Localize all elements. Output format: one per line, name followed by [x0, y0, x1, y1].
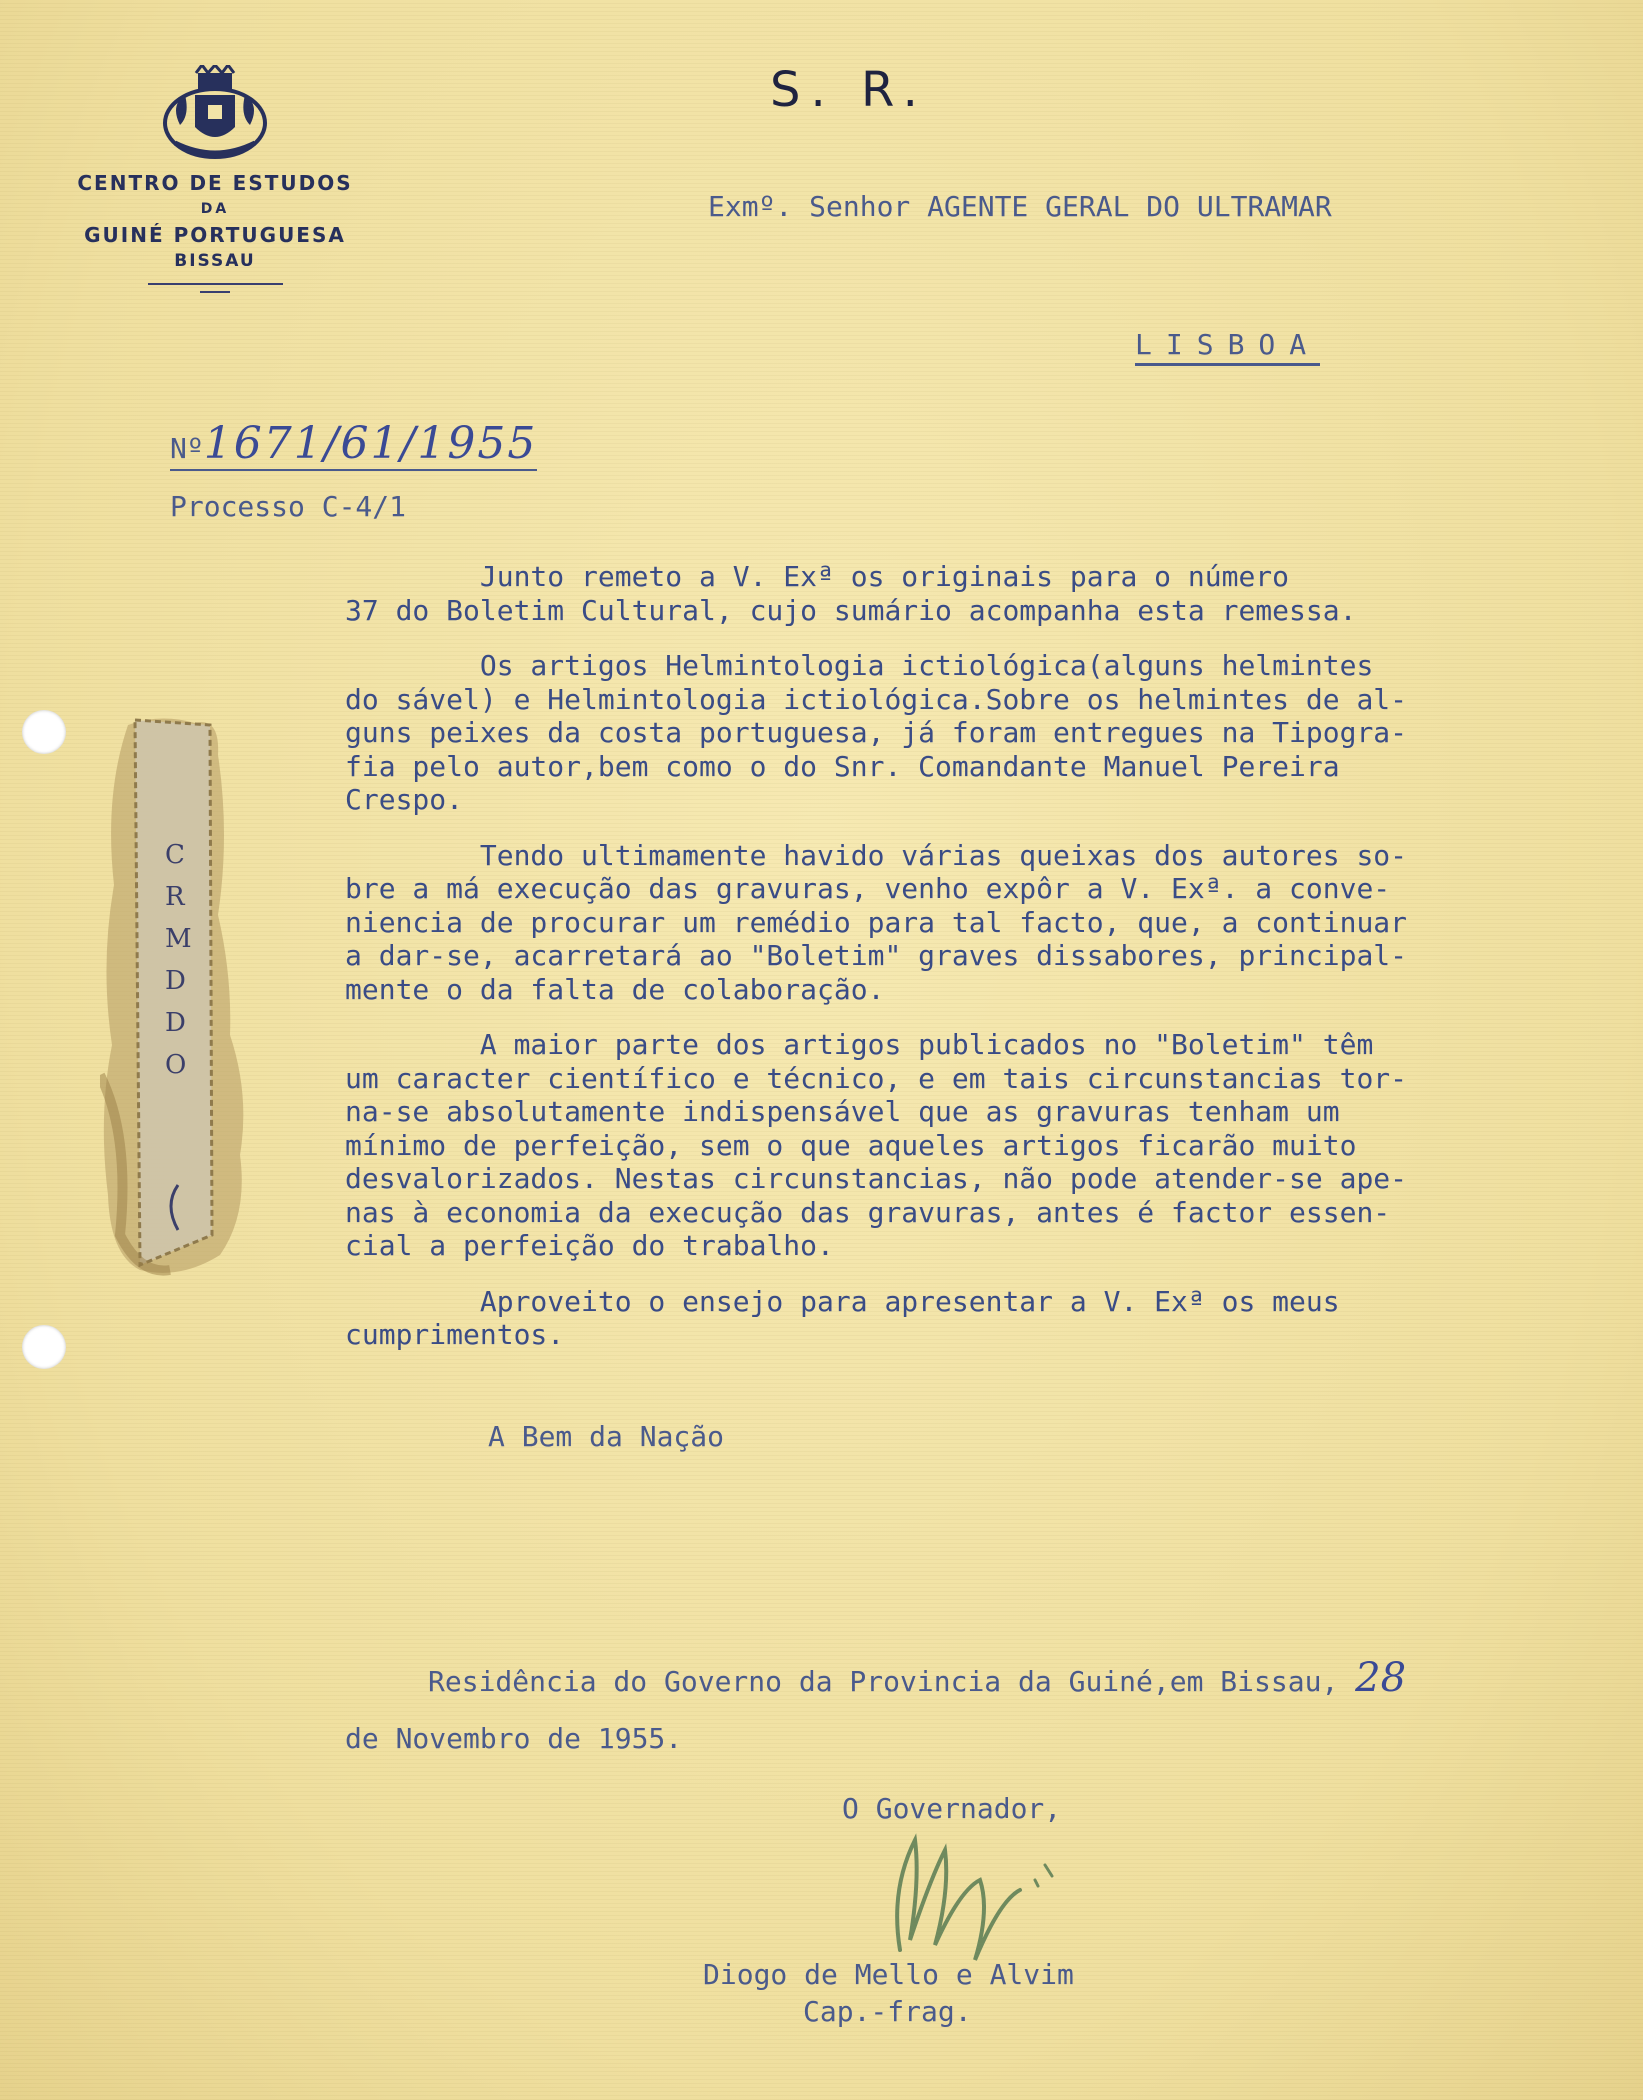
addressee: Exmº. Senhor AGENTE GERAL DO ULTRAMAR — [708, 190, 1332, 223]
letterhead-line4: BISSAU — [174, 251, 256, 271]
city: LISBOA — [1135, 328, 1320, 366]
residence-line — [428, 1655, 1406, 1701]
body-line: na-se absolutamente indispensável que as gravuras tenham um — [345, 1095, 1340, 1128]
torn-stamp-stain — [100, 715, 250, 1280]
body-line: niencia de procurar um remédio para tal facto, que, a continuar — [345, 905, 1408, 939]
body-line: desvalorizados. Nestas circunstancias, não pode atender-se ape- — [345, 1162, 1408, 1195]
reference-number-handwritten: 1671/61/1955 — [203, 418, 538, 469]
punch-hole-bottom — [22, 1325, 66, 1369]
body-line: Junto remeto a V. Exª os originais para o número — [345, 560, 1290, 593]
stamp-letter: D — [165, 966, 186, 996]
body-line: Tendo ultimamente havido várias queixas dos autores so- — [345, 838, 1408, 872]
letterhead-line1: CENTRO DE ESTUDOS — [77, 171, 353, 195]
body-line: cial a perfeição do trabalho. — [345, 1229, 834, 1262]
letterhead-line3: GUINÉ PORTUGUESA — [84, 223, 346, 247]
body-line: um caracter científico e técnico, e em tais circunstancias tor- — [345, 1061, 1408, 1095]
paragraph-1 — [345, 560, 1575, 627]
body-line: a dar-se, acarretará ao "Boletim" graves dissabores, principal- — [345, 939, 1408, 972]
punch-hole-top — [22, 710, 66, 754]
reference-prefix: Nº — [170, 432, 204, 465]
body-line: Crespo. — [345, 783, 464, 816]
date-line: de Novembro de 1955. — [345, 1722, 683, 1755]
body-line: cumprimentos. — [345, 1318, 565, 1351]
body-line: mínimo de perfeição, sem o que aqueles artigos ficarão muito — [345, 1128, 1357, 1162]
governor-title: O Governador, — [842, 1792, 1062, 1825]
stamp-letter: D — [165, 1008, 186, 1038]
paragraph-5 — [345, 1285, 1575, 1352]
coat-of-arms-icon — [160, 65, 270, 165]
letter-body — [345, 560, 1575, 1374]
letterhead — [50, 65, 380, 293]
sr-heading: S. R. — [770, 62, 928, 118]
body-line: bre a má execução das gravuras, venho expôr a V. Exª. a conve- — [345, 872, 1391, 905]
motto: A Bem da Nação — [488, 1420, 725, 1453]
paragraph-2 — [345, 649, 1575, 817]
handwritten-signature — [860, 1820, 1110, 1970]
paragraph-4 — [345, 1028, 1575, 1263]
body-line: 37 do Boletim Cultural, cujo sumário acompanha esta remessa. — [345, 593, 1357, 627]
residence-text: Residência do Governo da Provincia da Guiné,em Bissau, — [428, 1665, 1339, 1698]
body-line: A maior parte dos artigos publicados no "Boletim" têm — [345, 1028, 1374, 1061]
letterhead-rule — [148, 283, 283, 285]
body-line: do sável) e Helmintologia ictiológica.Sobre os helmintes de al- — [345, 682, 1408, 716]
letterhead-line2: DA — [200, 201, 230, 217]
body-line: Aproveito o ensejo para apresentar a V. Exª os meus — [345, 1284, 1340, 1318]
signatory-rank: Cap.-frag. — [803, 1995, 972, 2028]
stamp-letter: M — [165, 924, 192, 954]
body-line: Os artigos Helmintologia ictiológica(alguns helmintes — [345, 649, 1374, 682]
reference-number — [170, 418, 537, 471]
letterhead-rule-short — [200, 291, 230, 293]
paragraph-3 — [345, 839, 1575, 1007]
body-line: nas à economia da execução das gravuras, antes é factor essen- — [345, 1195, 1391, 1229]
processo: Processo C-4/1 — [170, 490, 407, 523]
stamp-letter: R — [165, 882, 185, 912]
body-line: fia pelo autor,bem como o do Snr. Comandante Manuel Pereira — [345, 749, 1340, 783]
body-line: guns peixes da costa portuguesa, já foram entregues na Tipogra- — [345, 716, 1408, 749]
signatory-name: Diogo de Mello e Alvim — [703, 1958, 1074, 1991]
stamp-letter: O — [165, 1050, 187, 1080]
body-line: mente o da falta de colaboração. — [345, 972, 885, 1006]
day-handwritten: 28 — [1355, 1655, 1407, 1701]
stamp-letter: C — [165, 840, 185, 870]
